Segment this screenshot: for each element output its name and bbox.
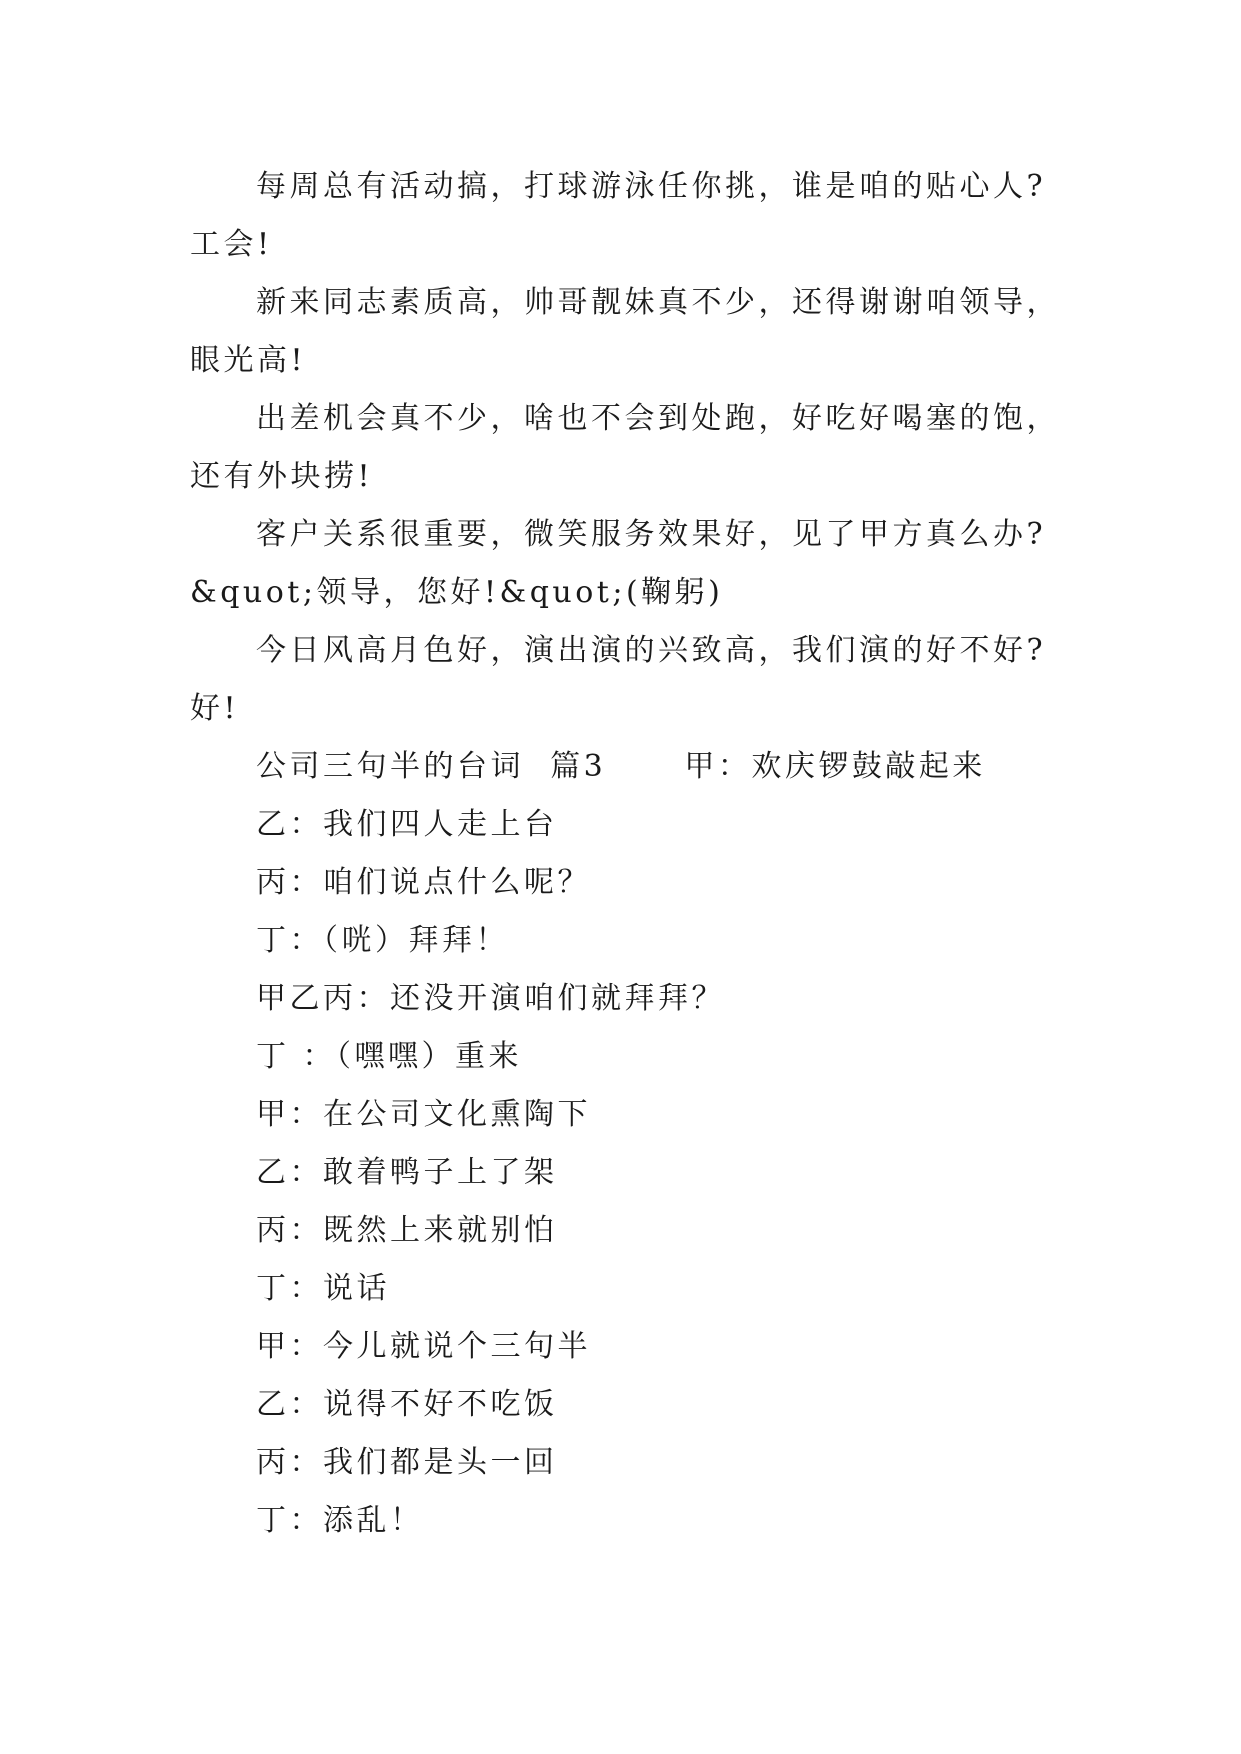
dialogue-line: 丁：添乱！ <box>256 1503 424 1538</box>
paragraph-tonight: 今日风高月色好，演出演的兴致高，我们演的好不好?好! <box>190 633 1047 726</box>
dialogue-line: 乙：敢着鸭子上了架 <box>256 1155 558 1190</box>
paragraph-union: 每周总有活动搞，打球游泳任你挑，谁是咱的贴心人?工会! <box>190 169 1047 262</box>
document-body <box>190 158 1070 1550</box>
paragraph-client-relations: 客户关系很重要，微笑服务效果好，见了甲方真么办?&quot;领导，您好!&quot;(鞠躬) <box>190 517 1047 610</box>
dialogue-line: 甲：在公司文化熏陶下 <box>256 1097 591 1132</box>
dialogue-line: 乙：说得不好不吃饭 <box>256 1387 558 1422</box>
dialogue-line: 丙：咱们说点什么呢？ <box>256 865 591 900</box>
dialogue-line: 丙：既然上来就别怕 <box>256 1213 558 1248</box>
dialogue-line: 丁：说话 <box>256 1271 390 1306</box>
paragraph-business-trips: 出差机会真不少，啥也不会到处跑，好吃好喝塞的饱，还有外块捞! <box>190 401 1060 494</box>
paragraph-new-colleagues: 新来同志素质高，帅哥靓妹真不少，还得谢谢咱领导，眼光高! <box>190 285 1060 378</box>
dialogue-line: 乙：我们四人走上台 <box>256 807 558 842</box>
dialogue-line-title: 公司三句半的台词 篇3 甲：欢庆锣鼓敲起来 <box>256 749 986 784</box>
dialogue-line: 甲乙丙：还没开演咱们就拜拜？ <box>256 981 725 1016</box>
dialogue-line: 丙：我们都是头一回 <box>256 1445 558 1480</box>
dialogue-line: 甲：今儿就说个三句半 <box>256 1329 591 1364</box>
dialogue-line: 丁 ：（嘿嘿）重来 <box>256 1039 523 1074</box>
dialogue-line: 丁：（咣）拜拜！ <box>256 923 509 958</box>
